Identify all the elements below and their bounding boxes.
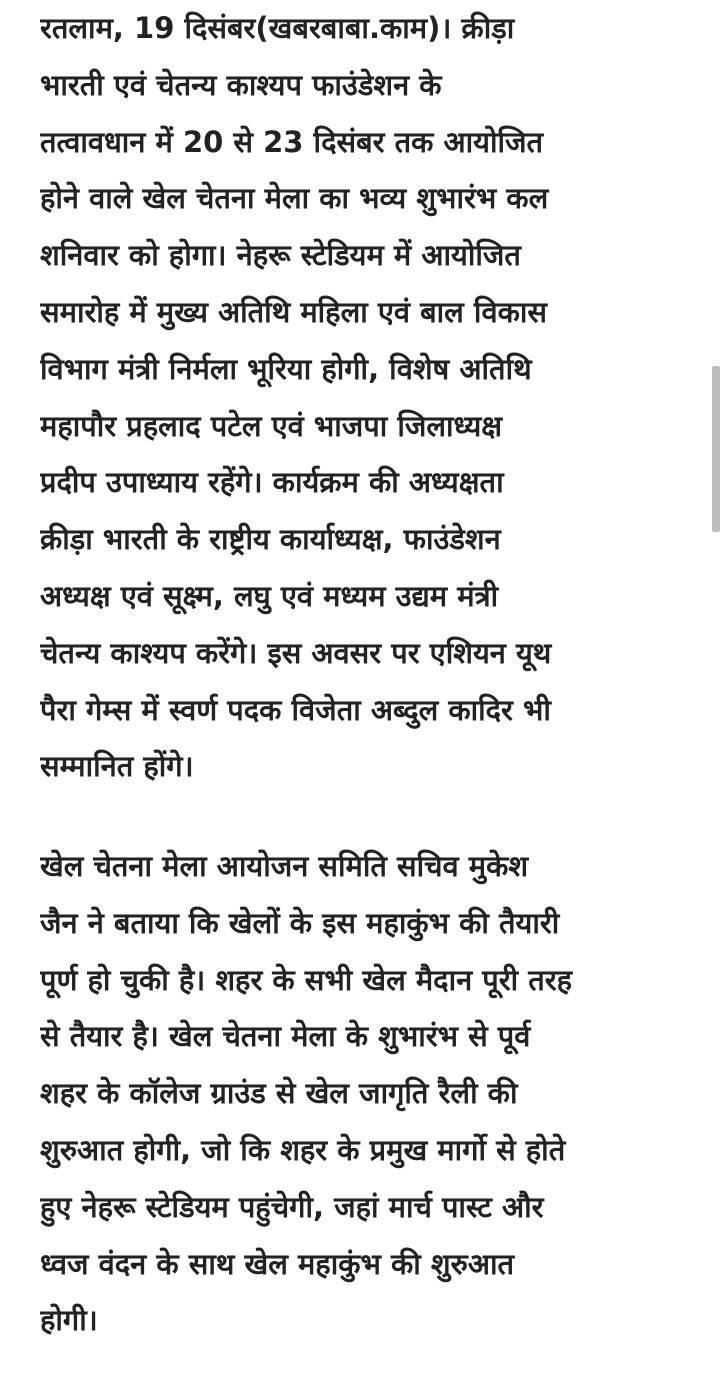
paragraph-line: ध्वज वंदन के साथ खेल महाकुंभ की शुरुआत — [40, 1246, 515, 1281]
paragraph-line: रतलाम, 19 दिसंबर(खबरबाबा.काम)। क्रीड़ा — [40, 11, 515, 45]
article-paragraph-1 — [40, 0, 706, 795]
paragraph-line: भारती एवं चेतन्य काश्यप फाउंडेशन के — [40, 67, 442, 102]
vertical-scrollbar-thumb[interactable] — [712, 366, 720, 532]
paragraph-line: शनिवार को होगा। नेहरू स्टेडियम में आयोजित — [40, 238, 521, 273]
paragraph-line: प्रदीप उपाध्याय रहेंगे। कार्यक्रम की अध्यक्षता — [40, 465, 504, 500]
paragraph-line: अध्यक्ष एवं सूक्ष्म, लघु एवं मध्यम उद्यम मंत्री — [40, 578, 499, 613]
paragraph-line: विभाग मंत्री निर्मला भूरिया होगी, विशेष अतिथि — [40, 351, 532, 386]
paragraph-line: होने वाले खेल चेतना मेला का भव्य शुभारंभ कल — [40, 181, 549, 216]
paragraph-line: समारोह में मुख्य अतिथि महिला एवं बाल विकास — [40, 294, 547, 329]
paragraph-line: महापौर प्रहलाद पटेल एवं भाजपा जिलाध्यक्ष — [40, 408, 503, 443]
article-paragraph-2 — [40, 838, 706, 1349]
paragraph-line: शुरुआत होगी, जो कि शहर के प्रमुख मार्गो से होते — [40, 1132, 566, 1167]
paragraph-line: से तैयार है। खेल चेतना मेला के शुभारंभ से पूर्व — [40, 1019, 531, 1054]
paragraph-line: तत्वावधान में 20 से 23 दिसंबर तक आयोजित — [40, 124, 544, 159]
paragraph-line: शहर के कॉलेज ग्राउंड से खेल जागृति रैली की — [40, 1076, 518, 1111]
paragraph-line: हुए नेहरू स्टेडियम पहुंचेगी, जहां मार्च पास्ट और — [40, 1189, 544, 1224]
paragraph-line: होगी। — [40, 1303, 98, 1338]
paragraph-line: जैन ने बताया कि खेलों के इस महाकुंभ की तैयारी — [40, 905, 560, 940]
paragraph-line: सम्मानित होंगे। — [40, 749, 194, 784]
paragraph-line: पूर्ण हो चुकी है। शहर के सभी खेल मैदान पूरी तरह — [40, 962, 573, 997]
paragraph-line: खेल चेतना मेला आयोजन समिति सचिव मुकेश — [40, 849, 529, 883]
paragraph-line: क्रीड़ा भारती के राष्ट्रीय कार्याध्यक्ष, फाउंडेशन — [40, 522, 501, 557]
paragraph-line: पैरा गेम्स में स्वर्ण पदक विजेता अब्दुल कादिर भी — [40, 692, 551, 727]
paragraph-line: चेतन्य काश्यप करेंगे। इस अवसर पर एशियन यूथ — [40, 635, 552, 670]
